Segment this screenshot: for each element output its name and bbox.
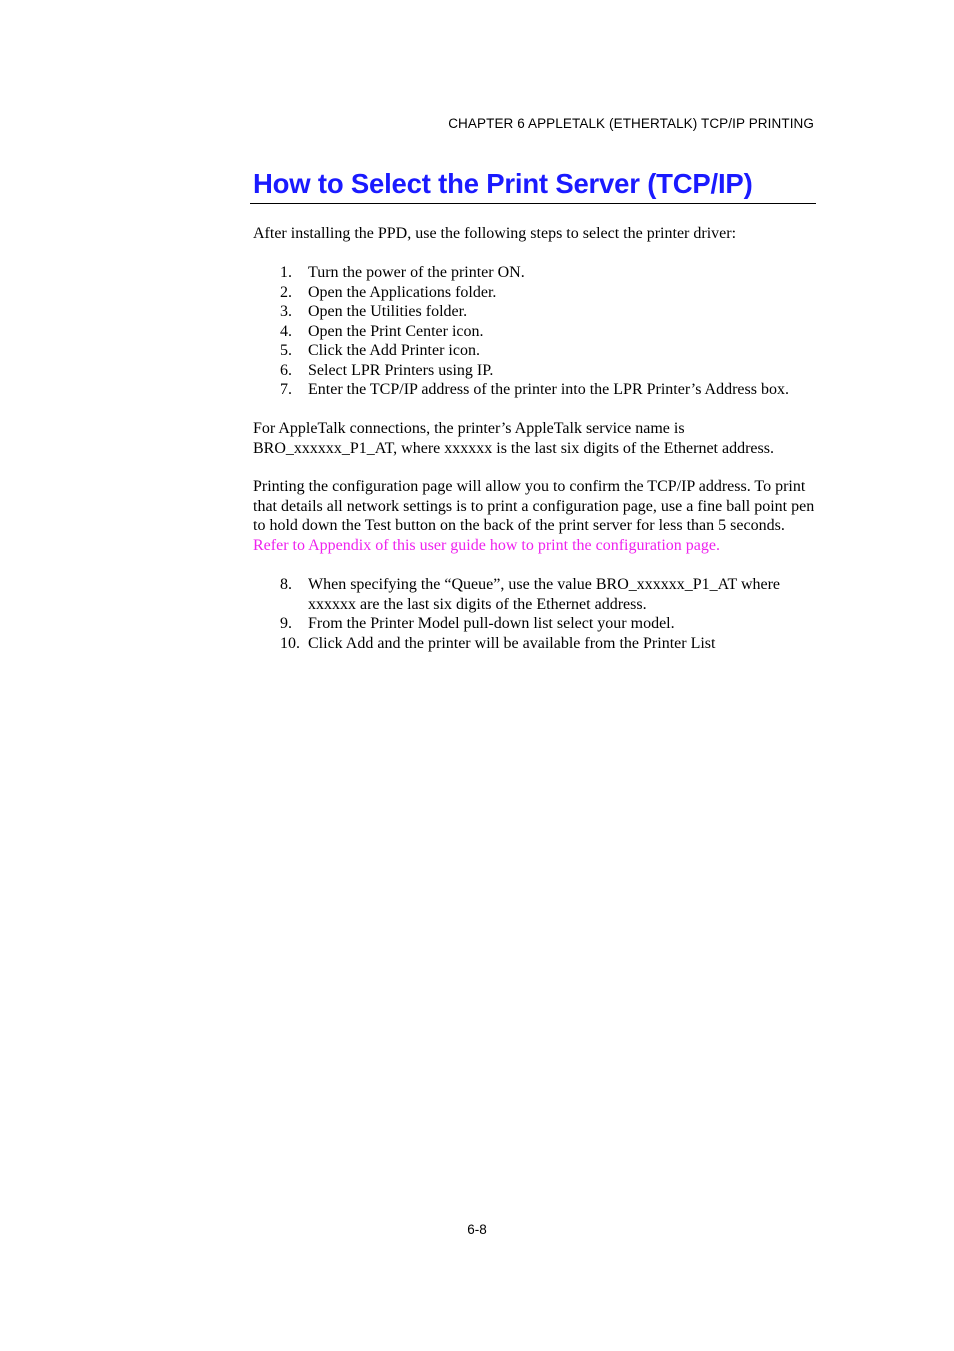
step-number: 5. bbox=[280, 342, 292, 359]
page-number: 6-8 bbox=[467, 1222, 487, 1237]
list-item bbox=[253, 302, 816, 322]
step-number: 9. bbox=[280, 615, 292, 632]
running-header: CHAPTER 6 APPLETALK (ETHERTALK) TCP/IP PRINTING bbox=[448, 116, 814, 131]
step-text: Enter the TCP/IP address of the printer into the LPR Printer’s Address box. bbox=[308, 381, 789, 398]
config-note-paragraph bbox=[253, 477, 816, 555]
step-text: Click Add and the printer will be available from the Printer List bbox=[308, 634, 716, 652]
step-number: 6. bbox=[280, 361, 292, 379]
step-number: 8. bbox=[280, 576, 292, 593]
step-text: Click the Add Printer icon. bbox=[308, 342, 480, 359]
step-text: From the Printer Model pull-down list select your model. bbox=[308, 615, 675, 632]
step-number: 10. bbox=[280, 634, 300, 652]
step-text: Select LPR Printers using IP. bbox=[308, 361, 494, 379]
steps-list-part1 bbox=[253, 263, 816, 400]
title-rule bbox=[250, 203, 816, 204]
list-item bbox=[253, 361, 816, 381]
appendix-reference-link[interactable]: Refer to Appendix of this user guide how to print the configuration page. bbox=[253, 536, 721, 554]
step-text: Turn the power of the printer ON. bbox=[308, 264, 525, 281]
step-text: When specifying the “Queue”, use the value BRO_xxxxxx_P1_AT where xxxxxx are the last six digits of the Ethernet address. bbox=[308, 576, 781, 613]
step-number: 1. bbox=[280, 264, 292, 281]
step-number: 7. bbox=[280, 381, 292, 398]
list-item bbox=[253, 322, 816, 342]
appletalk-note-line2: BRO_xxxxxx_P1_AT, where xxxxxx is the last six digits of the Ethernet address. bbox=[253, 439, 774, 457]
list-item bbox=[253, 614, 816, 634]
list-item bbox=[253, 575, 816, 614]
list-item bbox=[253, 263, 816, 283]
list-item bbox=[253, 283, 816, 303]
list-item bbox=[253, 634, 816, 654]
step-number: 3. bbox=[280, 303, 292, 320]
appletalk-note-paragraph bbox=[253, 419, 816, 458]
config-note-text: Printing the configuration page will allow you to confirm the TCP/IP address. To print that details all network settings is to print a configuration page, use a fine ball point pen to hold down the Test button on the back of the print server for less than 5 seconds. bbox=[253, 478, 815, 534]
appletalk-note-line1: For AppleTalk connections, the printer’s AppleTalk service name is bbox=[253, 420, 685, 437]
step-text: Open the Print Center icon. bbox=[308, 322, 484, 340]
step-text: Open the Applications folder. bbox=[308, 283, 497, 301]
step-text: Open the Utilities folder. bbox=[308, 303, 468, 320]
steps-list-part2 bbox=[253, 575, 816, 653]
step-number: 2. bbox=[280, 283, 292, 301]
intro-paragraph: After installing the PPD, use the following steps to select the printer driver: bbox=[253, 225, 737, 242]
section-title: How to Select the Print Server (TCP/IP) bbox=[253, 168, 753, 199]
step-number: 4. bbox=[280, 322, 292, 340]
list-item bbox=[253, 341, 816, 361]
list-item bbox=[253, 380, 816, 400]
